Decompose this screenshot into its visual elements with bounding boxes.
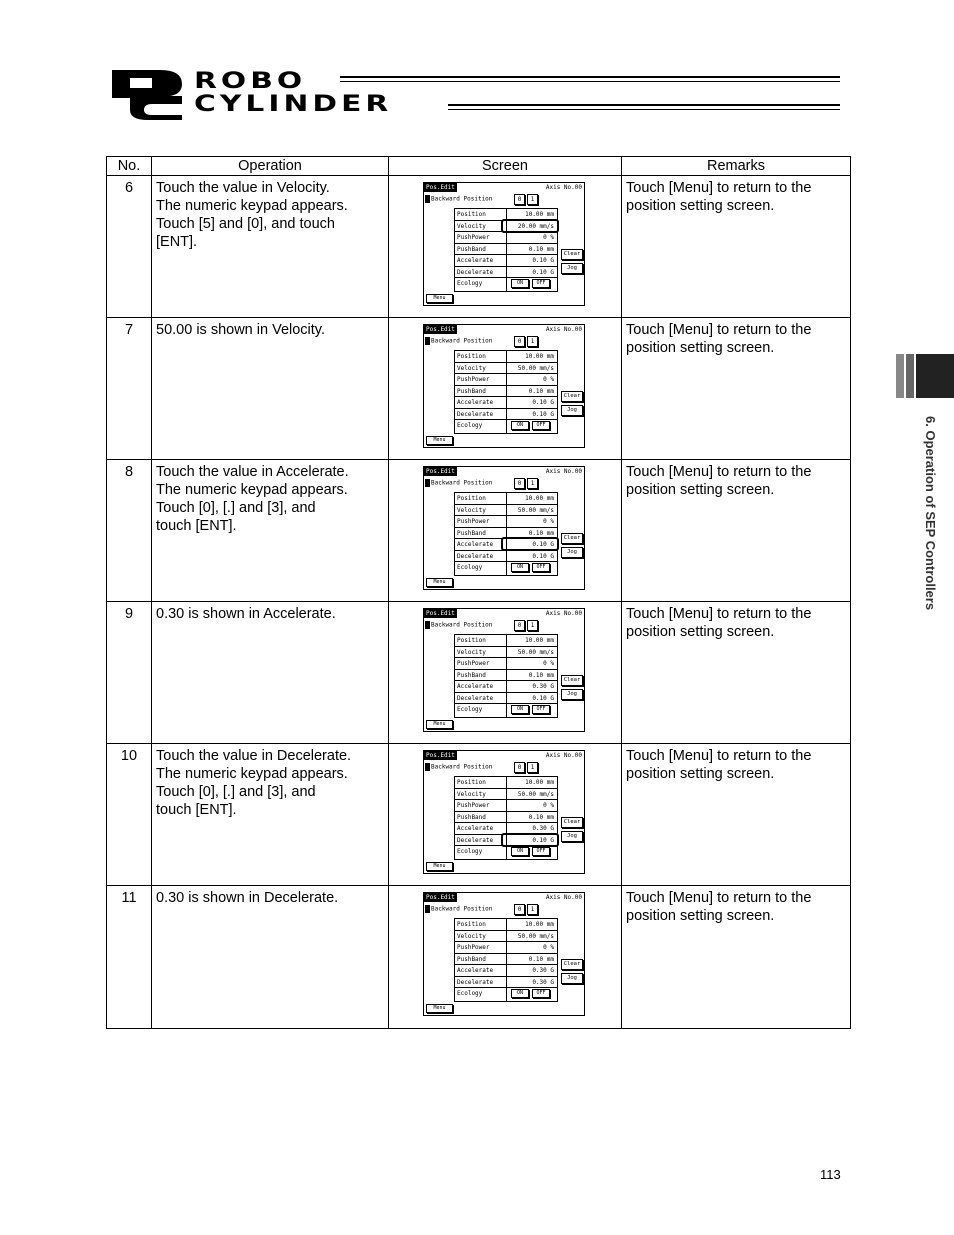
- menu-button[interactable]: Menu: [426, 294, 453, 303]
- ecology-toggle[interactable]: [511, 563, 553, 572]
- param-label: Position: [457, 921, 486, 928]
- param-row[interactable]: [454, 812, 558, 824]
- num-box[interactable]: 1: [527, 478, 538, 489]
- cursor-block-icon: [425, 621, 430, 629]
- num-box[interactable]: 1: [527, 194, 538, 205]
- param-label: Position: [457, 353, 486, 360]
- position-number-boxes: [514, 904, 540, 915]
- device-screen: [423, 750, 585, 874]
- screen-cell: [389, 318, 622, 460]
- param-value[interactable]: 10.00 mm: [525, 637, 554, 644]
- param-row[interactable]: [454, 670, 558, 682]
- remarks-line: Touch [Menu] to return to the: [626, 322, 812, 338]
- operation-line: The numeric keypad appears.: [156, 198, 348, 214]
- param-label: PushBand: [457, 955, 486, 963]
- param-value[interactable]: 0.10 G: [532, 552, 554, 560]
- param-value[interactable]: 0 %: [543, 518, 554, 525]
- param-value[interactable]: 0 %: [543, 802, 554, 809]
- operation-line: Touch [5] and [0], and touch: [156, 216, 335, 232]
- num-box[interactable]: 0: [514, 762, 525, 773]
- param-label: Ecology: [457, 706, 483, 713]
- operation-line: Touch [0], [.] and [3], and: [156, 500, 316, 516]
- param-label: PushPower: [457, 518, 490, 525]
- step-number: 7: [107, 318, 152, 460]
- remarks-line: position setting screen.: [626, 908, 775, 924]
- param-label: Decelerate: [457, 268, 494, 276]
- operation-cell: [152, 602, 389, 744]
- device-screen: [423, 608, 585, 732]
- param-value[interactable]: 10.00 mm: [525, 211, 554, 218]
- param-row[interactable]: [454, 693, 558, 705]
- param-label: Accelerate: [457, 541, 494, 548]
- param-row[interactable]: [454, 374, 558, 386]
- param-row[interactable]: [454, 255, 558, 267]
- param-value[interactable]: 10.00 mm: [525, 353, 554, 360]
- header-remarks: Remarks: [622, 157, 851, 176]
- logo-cylinder-text: CYLINDER: [194, 92, 393, 117]
- param-value[interactable]: 0.30 G: [532, 978, 554, 986]
- param-value[interactable]: 50.00 mm/s: [517, 932, 554, 940]
- screen-title: Backward Position: [425, 621, 492, 629]
- operation-cell: [152, 886, 389, 1029]
- device-screen: [423, 466, 585, 590]
- num-box[interactable]: 1: [527, 762, 538, 773]
- jog-button[interactable]: Jog: [561, 547, 583, 558]
- param-row[interactable]: [454, 551, 558, 563]
- param-row[interactable]: [454, 681, 558, 693]
- param-label: Position: [457, 211, 486, 218]
- param-value[interactable]: 0.30 G: [532, 967, 554, 974]
- param-row[interactable]: [454, 704, 558, 718]
- param-value[interactable]: 0 %: [543, 376, 554, 383]
- param-row[interactable]: [454, 942, 558, 954]
- param-value[interactable]: 0.10 G: [532, 694, 554, 702]
- table-row: [107, 318, 851, 460]
- num-box[interactable]: 0: [514, 336, 525, 347]
- pos-edit-tab: Pos.Edit: [426, 468, 455, 475]
- eco-off-button[interactable]: OFF: [532, 563, 550, 572]
- param-row[interactable]: [454, 635, 558, 647]
- param-row[interactable]: [454, 977, 558, 989]
- clear-button[interactable]: Clear: [561, 817, 583, 828]
- param-value[interactable]: 0 %: [543, 660, 554, 667]
- clear-button[interactable]: Clear: [561, 391, 583, 402]
- num-box[interactable]: 0: [514, 194, 525, 205]
- param-value[interactable]: 50.00 mm/s: [517, 648, 554, 656]
- position-number-boxes: [514, 194, 540, 205]
- axis-number: Axis No.00: [545, 468, 582, 475]
- position-number-boxes: [514, 336, 540, 347]
- param-label: Velocity: [457, 932, 486, 940]
- param-value[interactable]: 0.10 mm: [528, 529, 554, 537]
- param-label: Decelerate: [457, 552, 494, 560]
- header-rule-top: [340, 76, 840, 82]
- screen-title: Backward Position: [425, 905, 492, 913]
- operation-line: The numeric keypad appears.: [156, 482, 348, 498]
- operation-line: Touch the value in Decelerate.: [156, 748, 352, 764]
- remarks-cell: [622, 460, 851, 602]
- param-row[interactable]: [454, 777, 558, 789]
- param-label: PushPower: [457, 234, 490, 241]
- clear-button[interactable]: Clear: [561, 249, 583, 260]
- param-row[interactable]: [454, 516, 558, 528]
- operation-line: touch [ENT].: [156, 802, 237, 818]
- parameter-grid: [454, 492, 558, 576]
- param-row[interactable]: [454, 397, 558, 409]
- screen-title: Backward Position: [425, 479, 492, 487]
- remarks-cell: [622, 744, 851, 886]
- parameter-grid: [454, 918, 558, 1002]
- axis-number: Axis No.00: [545, 894, 582, 901]
- clear-button[interactable]: Clear: [561, 675, 583, 686]
- jog-button[interactable]: Jog: [561, 263, 583, 274]
- jog-button[interactable]: Jog: [561, 831, 583, 842]
- param-row[interactable]: [454, 232, 558, 244]
- param-label: Decelerate: [457, 836, 494, 844]
- param-value[interactable]: 0.10 mm: [528, 671, 554, 679]
- param-row[interactable]: [454, 647, 558, 659]
- param-value[interactable]: 0.10 G: [532, 541, 554, 548]
- param-row[interactable]: [454, 800, 558, 812]
- clear-button[interactable]: Clear: [561, 959, 583, 970]
- param-label: PushPower: [457, 802, 490, 809]
- operation-line: [ENT].: [156, 234, 198, 250]
- eco-off-button[interactable]: OFF: [532, 989, 550, 998]
- param-row[interactable]: [454, 278, 558, 292]
- param-label: Decelerate: [457, 410, 494, 418]
- step-number: 8: [107, 460, 152, 602]
- operation-cell: [152, 318, 389, 460]
- param-value[interactable]: 0 %: [543, 234, 554, 241]
- param-row[interactable]: [454, 562, 558, 576]
- param-label: PushBand: [457, 245, 486, 253]
- operation-table: [106, 156, 851, 1029]
- parameter-grid: [454, 776, 558, 860]
- param-label: Accelerate: [457, 257, 494, 264]
- position-number-boxes: [514, 478, 540, 489]
- step-number: 6: [107, 176, 152, 318]
- param-row[interactable]: [454, 267, 558, 279]
- param-row[interactable]: [454, 244, 558, 256]
- page-number: 113: [820, 1167, 841, 1182]
- jog-button[interactable]: Jog: [561, 405, 583, 416]
- param-row[interactable]: [454, 420, 558, 434]
- touch-highlight: [501, 219, 559, 233]
- screen-cell: [389, 744, 622, 886]
- operation-line: 50.00 is shown in Velocity.: [156, 322, 325, 338]
- param-value[interactable]: 0.10 mm: [528, 387, 554, 395]
- step-number: 9: [107, 602, 152, 744]
- pos-edit-tab: Pos.Edit: [426, 610, 455, 617]
- table-header-row: [107, 157, 851, 176]
- operation-cell: [152, 176, 389, 318]
- param-label: Ecology: [457, 280, 483, 287]
- param-label: Velocity: [457, 648, 486, 656]
- num-box[interactable]: 0: [514, 478, 525, 489]
- param-value[interactable]: 0.10 G: [532, 257, 554, 264]
- axis-number: Axis No.00: [545, 752, 582, 759]
- param-label: PushPower: [457, 944, 490, 951]
- step-number: 11: [107, 886, 152, 1029]
- param-value[interactable]: 0.10 G: [532, 268, 554, 276]
- operation-line: touch [ENT].: [156, 518, 237, 534]
- eco-on-button[interactable]: ON: [511, 705, 529, 714]
- param-label: Decelerate: [457, 694, 494, 702]
- header-no: No.: [107, 157, 152, 176]
- param-label: Ecology: [457, 848, 483, 855]
- param-value[interactable]: 20.00 mm/s: [517, 222, 554, 230]
- param-value[interactable]: 50.00 mm/s: [517, 364, 554, 372]
- remarks-line: Touch [Menu] to return to the: [626, 180, 812, 196]
- screen-title: Backward Position: [425, 337, 492, 345]
- screen-cell: [389, 602, 622, 744]
- jog-button[interactable]: Jog: [561, 973, 583, 984]
- param-row[interactable]: [454, 386, 558, 398]
- param-row[interactable]: [454, 846, 558, 860]
- table-row: [107, 176, 851, 318]
- param-label: Velocity: [457, 506, 486, 514]
- screen-title: Backward Position: [425, 763, 492, 771]
- param-label: Accelerate: [457, 825, 494, 832]
- operation-cell: [152, 460, 389, 602]
- header-operation: Operation: [152, 157, 389, 176]
- menu-button[interactable]: Menu: [426, 578, 453, 587]
- param-value[interactable]: 50.00 mm/s: [517, 506, 554, 514]
- param-row[interactable]: [454, 363, 558, 375]
- chapter-label: 6. Operation of SEP Controllers: [923, 416, 938, 611]
- pos-edit-tab: Pos.Edit: [426, 326, 455, 333]
- param-value[interactable]: 0.10 G: [532, 836, 554, 844]
- param-value[interactable]: 10.00 mm: [525, 779, 554, 786]
- position-number-boxes: [514, 762, 540, 773]
- ecology-toggle[interactable]: [511, 279, 553, 288]
- param-label: Accelerate: [457, 399, 494, 406]
- pos-edit-tab: Pos.Edit: [426, 894, 455, 901]
- menu-button[interactable]: Menu: [426, 720, 453, 729]
- remarks-cell: [622, 886, 851, 1029]
- param-row[interactable]: [454, 409, 558, 421]
- param-value[interactable]: 0.10 mm: [528, 813, 554, 821]
- ecology-toggle[interactable]: [511, 421, 553, 430]
- table-row: [107, 602, 851, 744]
- param-label: Velocity: [457, 790, 486, 798]
- param-value[interactable]: 0.10 mm: [528, 245, 554, 253]
- ecology-toggle[interactable]: [511, 989, 553, 998]
- eco-off-button[interactable]: OFF: [532, 847, 550, 856]
- param-label: PushBand: [457, 529, 486, 537]
- param-row[interactable]: [454, 988, 558, 1002]
- eco-on-button[interactable]: ON: [511, 989, 529, 998]
- table-row: [107, 460, 851, 602]
- param-label: Position: [457, 495, 486, 502]
- param-label: Velocity: [457, 222, 486, 230]
- parameter-grid: [454, 350, 558, 434]
- param-label: Accelerate: [457, 683, 494, 690]
- eco-on-button[interactable]: ON: [511, 279, 529, 288]
- rc-logo-icon: [110, 68, 186, 120]
- param-value[interactable]: 0.10 G: [532, 410, 554, 418]
- param-value[interactable]: 0.10 G: [532, 399, 554, 406]
- device-screen: [423, 182, 585, 306]
- param-label: Ecology: [457, 990, 483, 997]
- header-rule-bottom: [448, 104, 840, 110]
- param-label: Decelerate: [457, 978, 494, 986]
- param-row[interactable]: [454, 493, 558, 505]
- remarks-line: position setting screen.: [626, 340, 775, 356]
- num-box[interactable]: 1: [527, 904, 538, 915]
- device-screen: [423, 892, 585, 1016]
- remarks-line: Touch [Menu] to return to the: [626, 890, 812, 906]
- menu-button[interactable]: Menu: [426, 862, 453, 871]
- param-value[interactable]: 10.00 mm: [525, 495, 554, 502]
- param-value[interactable]: 0.10 mm: [528, 955, 554, 963]
- param-label: Ecology: [457, 422, 483, 429]
- num-box[interactable]: 1: [527, 336, 538, 347]
- operation-line: The numeric keypad appears.: [156, 766, 348, 782]
- remarks-cell: [622, 176, 851, 318]
- operation-line: Touch [0], [.] and [3], and: [156, 784, 316, 800]
- remarks-cell: [622, 318, 851, 460]
- param-row[interactable]: [454, 931, 558, 943]
- eco-off-button[interactable]: OFF: [532, 421, 550, 430]
- screen-cell: [389, 176, 622, 318]
- touch-highlight: [501, 537, 559, 551]
- param-value[interactable]: 50.00 mm/s: [517, 790, 554, 798]
- param-row[interactable]: [454, 954, 558, 966]
- remarks-line: Touch [Menu] to return to the: [626, 748, 812, 764]
- header-screen: Screen: [389, 157, 622, 176]
- remarks-line: Touch [Menu] to return to the: [626, 606, 812, 622]
- param-label: PushPower: [457, 660, 490, 667]
- pos-edit-tab: Pos.Edit: [426, 184, 455, 191]
- eco-on-button[interactable]: ON: [511, 421, 529, 430]
- num-box[interactable]: 0: [514, 620, 525, 631]
- eco-off-button[interactable]: OFF: [532, 279, 550, 288]
- axis-number: Axis No.00: [545, 326, 582, 333]
- param-label: Position: [457, 779, 486, 786]
- remarks-line: position setting screen.: [626, 766, 775, 782]
- param-row[interactable]: [454, 351, 558, 363]
- clear-button[interactable]: Clear: [561, 533, 583, 544]
- jog-button[interactable]: Jog: [561, 689, 583, 700]
- eco-on-button[interactable]: ON: [511, 563, 529, 572]
- param-label: Accelerate: [457, 967, 494, 974]
- num-box[interactable]: 0: [514, 904, 525, 915]
- table-row: [107, 886, 851, 1029]
- axis-number: Axis No.00: [545, 184, 582, 191]
- menu-button[interactable]: Menu: [426, 1004, 453, 1013]
- param-row[interactable]: [454, 919, 558, 931]
- cursor-block-icon: [425, 905, 430, 913]
- num-box[interactable]: 1: [527, 620, 538, 631]
- parameter-grid: [454, 634, 558, 718]
- cursor-block-icon: [425, 763, 430, 771]
- remarks-line: position setting screen.: [626, 482, 775, 498]
- param-row[interactable]: [454, 789, 558, 801]
- remarks-line: Touch [Menu] to return to the: [626, 464, 812, 480]
- chapter-tab-marker: [896, 354, 954, 398]
- cursor-block-icon: [425, 479, 430, 487]
- param-label: PushBand: [457, 387, 486, 395]
- pos-edit-tab: Pos.Edit: [426, 752, 455, 759]
- eco-on-button[interactable]: ON: [511, 847, 529, 856]
- operation-line: 0.30 is shown in Accelerate.: [156, 606, 336, 622]
- param-value[interactable]: 0.30 G: [532, 683, 554, 690]
- param-row[interactable]: [454, 505, 558, 517]
- param-value[interactable]: 0 %: [543, 944, 554, 951]
- device-screen: [423, 324, 585, 448]
- ecology-toggle[interactable]: [511, 847, 553, 856]
- cursor-block-icon: [425, 337, 430, 345]
- param-label: PushBand: [457, 671, 486, 679]
- table-row: [107, 744, 851, 886]
- remarks-line: position setting screen.: [626, 198, 775, 214]
- operation-cell: [152, 744, 389, 886]
- param-row[interactable]: [454, 965, 558, 977]
- remarks-line: position setting screen.: [626, 624, 775, 640]
- param-label: Ecology: [457, 564, 483, 571]
- remarks-cell: [622, 602, 851, 744]
- param-value[interactable]: 0.30 G: [532, 825, 554, 832]
- param-label: PushBand: [457, 813, 486, 821]
- touch-highlight: [501, 833, 559, 847]
- param-label: Velocity: [457, 364, 486, 372]
- cursor-block-icon: [425, 195, 430, 203]
- axis-number: Axis No.00: [545, 610, 582, 617]
- screen-cell: [389, 460, 622, 602]
- operation-line: Touch the value in Accelerate.: [156, 464, 349, 480]
- eco-off-button[interactable]: OFF: [532, 705, 550, 714]
- param-row[interactable]: [454, 658, 558, 670]
- position-number-boxes: [514, 620, 540, 631]
- operation-line: 0.30 is shown in Decelerate.: [156, 890, 339, 906]
- logo-robo-text: ROBO: [194, 69, 307, 94]
- step-number: 10: [107, 744, 152, 886]
- param-label: Position: [457, 637, 486, 644]
- param-value[interactable]: 10.00 mm: [525, 921, 554, 928]
- param-label: PushPower: [457, 376, 490, 383]
- menu-button[interactable]: Menu: [426, 436, 453, 445]
- operation-line: Touch the value in Velocity.: [156, 180, 330, 196]
- screen-cell: [389, 886, 622, 1029]
- screen-title: Backward Position: [425, 195, 492, 203]
- ecology-toggle[interactable]: [511, 705, 553, 714]
